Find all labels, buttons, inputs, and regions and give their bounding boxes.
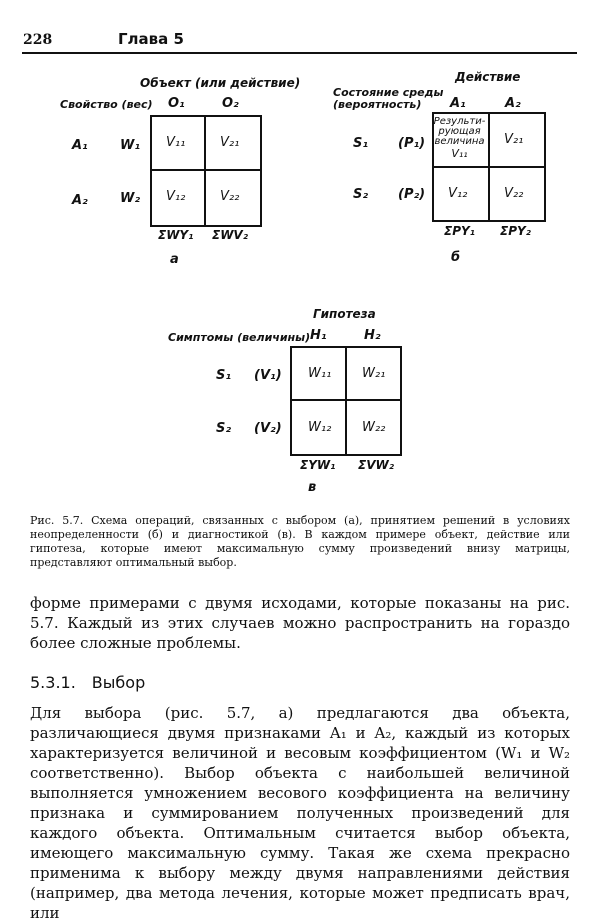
fig-b-cell: V₂₂ (504, 186, 524, 201)
fig-a-cell: V₂₂ (220, 189, 240, 204)
fig-c-col-2: H₂ (364, 328, 381, 343)
paragraph-2: Для выбора (рис. 5.7, а) предлагаются два объекта, различающиеся двумя признаками A₁ и A₂, каждый из которых характеризуется величиной и весовым коэффициентом (W₁ и W₂ соответственно). Выбор объекта с наибольшей величиной выполняется умножением весового коэффициента на величину признака и суммированием полученных произведений для каждого объекта. Оптимальным считается выбор объекта, имеющего максимальную сумму. Такая же схема прекрасно применима к выбору между двумя направлениями действия (например, два метода лечения, которые может предписать врач, или (30, 704, 570, 922)
figure-caption: Рис. 5.7. Схема операций, связанных с выбором (а), принятием решений в условиях неопределенности (б) и диагностикой (в). В каждом примере объект, действие или гипотеза, которые имеют максимальную сумму произведений внизу матрицы, представляют оптимальный выбор. (30, 514, 570, 569)
fig-a-cell: V₂₁ (220, 135, 240, 150)
fig-b-sum-2: ΣPY₂ (500, 224, 531, 238)
fig-b-cell: V₂₁ (504, 132, 524, 147)
fig-b-row-1-prob: (P₁) (398, 136, 426, 151)
fig-b-result-cell (431, 117, 488, 160)
fig-c-row-2-label: S₂ (216, 421, 232, 436)
chapter-title: Глава 5 (118, 30, 184, 48)
page-number: 228 (23, 32, 53, 48)
result-line: величина (434, 136, 485, 147)
fig-a-row-1-weight: W₁ (120, 138, 141, 153)
paragraph-1: форме примерами с двумя исходами, которые показаны на рис. 5.7. Каждый из этих случаев можно распространить на гораздо более сложные проблемы. (30, 594, 570, 652)
fig-c-cell: W₂₂ (362, 420, 386, 435)
fig-a-row-header: Свойство (вес) (60, 98, 153, 111)
fig-c-title: Гипотеза (313, 307, 376, 321)
fig-a-row-2-weight: W₂ (120, 191, 141, 206)
fig-c-col-1: H₁ (310, 328, 327, 343)
fig-c-row-1-label: S₁ (216, 368, 232, 383)
fig-a-col-2: O₂ (222, 96, 239, 111)
fig-a-letter: а (170, 252, 179, 267)
fig-b-letter: б (451, 250, 461, 265)
fig-b-title: Действие (455, 70, 521, 84)
section-number: 5.3.1. (30, 673, 76, 692)
fig-b-cell: V₁₁ (451, 147, 468, 160)
fig-a-sum-2: ΣWV₂ (212, 228, 248, 242)
result-line: рующая (438, 126, 481, 137)
fig-a-row-2-label: A₂ (72, 193, 88, 208)
fig-a-cell: V₁₂ (166, 189, 186, 204)
fig-b-row-2-prob: (P₂) (398, 187, 426, 202)
fig-c-letter: в (308, 480, 317, 495)
fig-a-cell: V₁₁ (166, 135, 186, 150)
fig-b-row-1-label: S₁ (353, 136, 369, 151)
fig-b-row-header-1: Состояние среды (333, 86, 444, 99)
fig-c-row-1-value: (V₁) (254, 368, 282, 383)
fig-a-title: Объект (или действие) (140, 76, 301, 90)
fig-c-sum-1: ΣYW₁ (300, 458, 336, 472)
fig-c-row-header: Симптомы (величины) (168, 331, 311, 344)
fig-c-row-2-value: (V₂) (254, 421, 282, 436)
section-heading (30, 673, 145, 692)
fig-b-sum-1: ΣPY₁ (444, 224, 475, 238)
fig-a-col-1: O₁ (168, 96, 185, 111)
fig-c-cell: W₁₁ (308, 366, 332, 381)
fig-b-row-2-label: S₂ (353, 187, 369, 202)
fig-c-cell: W₁₂ (308, 420, 332, 435)
fig-a-matrix (150, 115, 262, 227)
fig-b-row-header-2: (вероятность) (333, 98, 422, 111)
fig-c-cell: W₂₁ (362, 366, 386, 381)
fig-c-matrix (290, 346, 402, 456)
fig-b-cell: V₁₂ (448, 186, 468, 201)
fig-b-col-1: A₁ (450, 96, 466, 111)
fig-b-col-2: A₂ (505, 96, 521, 111)
result-line: Результи- (433, 116, 486, 127)
fig-a-sum-1: ΣWY₁ (158, 228, 194, 242)
header-rule (22, 52, 577, 54)
fig-a-row-1-label: A₁ (72, 138, 88, 153)
section-title: Выбор (91, 673, 146, 692)
fig-c-sum-2: ΣVW₂ (358, 458, 394, 472)
